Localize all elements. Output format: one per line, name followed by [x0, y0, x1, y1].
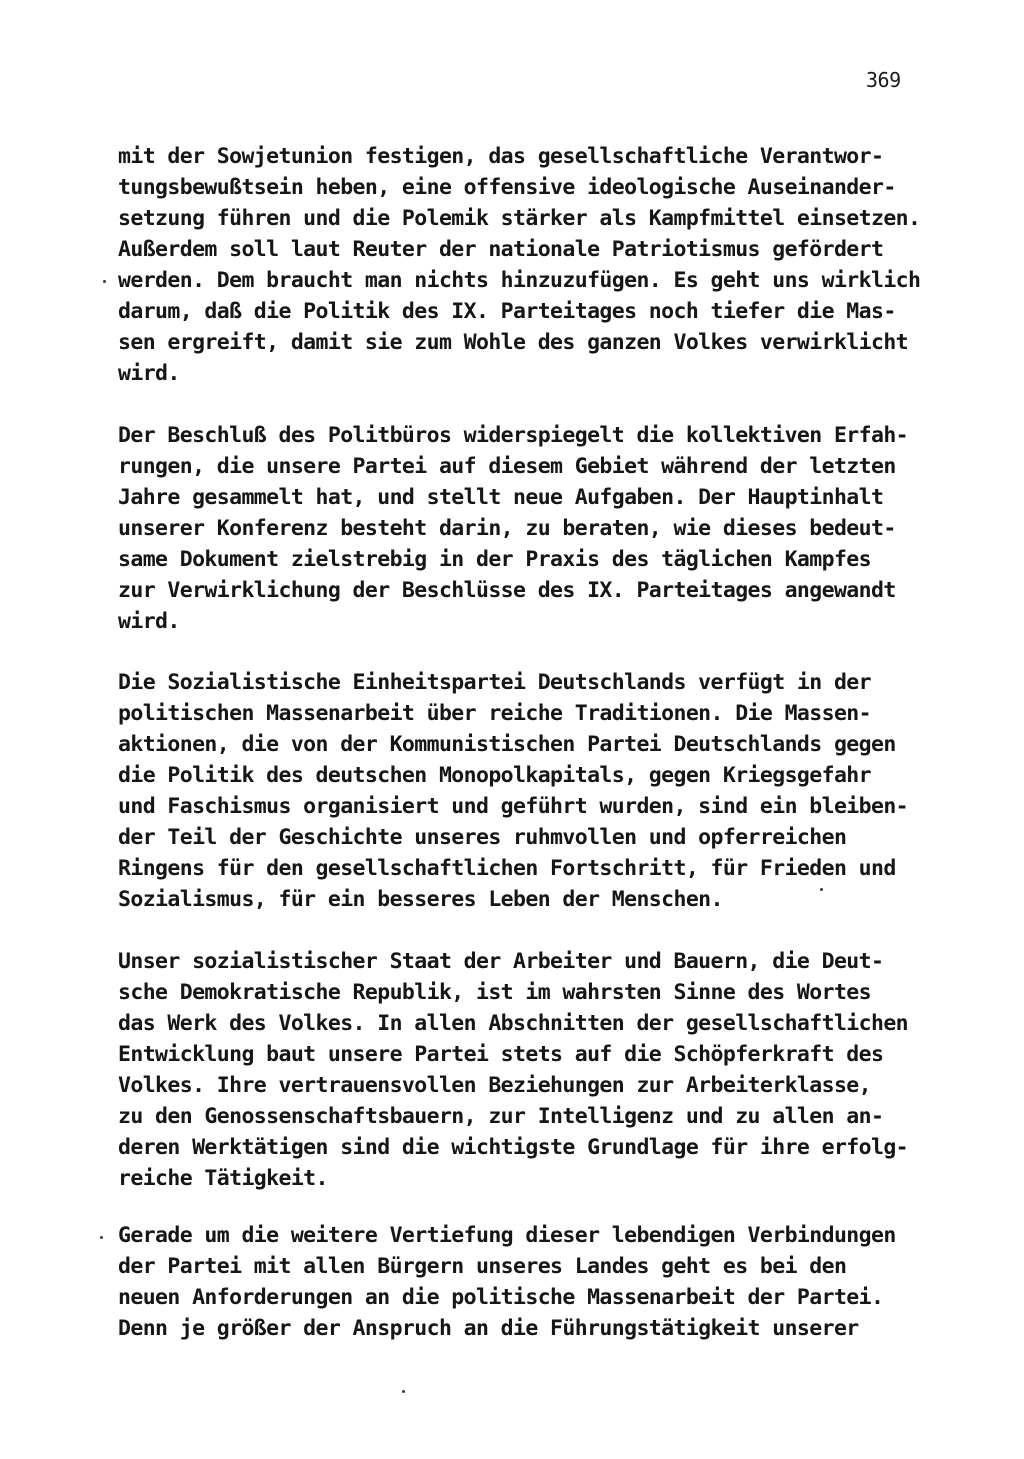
scan-speck: [402, 1390, 405, 1393]
text-line: der Teil der Geschichte unseres ruhmvollen und opferreichen: [118, 825, 847, 850]
scan-speck: [103, 280, 106, 283]
text-line: das Werk des Volkes. In allen Abschnitten der gesellschaftlichen: [118, 1011, 909, 1036]
text-line: sche Demokratische Republik, ist im wahrsten Sinne des Wortes: [118, 980, 871, 1005]
text-line: tungsbewußtsein heben, eine offensive ideologische Auseinander-: [118, 175, 896, 200]
text-line: Unser sozialistischer Staat der Arbeiter und Bauern, die Deut-: [118, 949, 884, 974]
text-line: reiche Tätigkeit.: [118, 1166, 328, 1191]
text-line: neuen Anforderungen an die politische Massenarbeit der Partei.: [118, 1285, 884, 1310]
text-line: politischen Massenarbeit über reiche Traditionen. Die Massen-: [118, 701, 871, 726]
text-line: zur Verwirklichung der Beschlüsse des IX. Parteitages angewandt: [118, 578, 896, 603]
text-line: darum, daß die Politik des IX. Parteitages noch tiefer die Mas-: [118, 299, 896, 324]
text-line: und Faschismus organisiert und geführt wurden, sind ein bleiben-: [118, 794, 909, 819]
text-line: Der Beschluß des Politbüros widerspiegelt die kollektiven Erfah-: [118, 423, 909, 448]
text-line: Außerdem soll laut Reuter der nationale Patriotismus gefördert: [118, 237, 884, 262]
text-line: sen ergreift, damit sie zum Wohle des ganzen Volkes verwirklicht: [118, 330, 909, 355]
text-line: Ringens für den gesellschaftlichen Fortschritt, für Frieden und: [118, 856, 896, 881]
text-line: same Dokument zielstrebig in der Praxis des täglichen Kampfes: [118, 547, 871, 572]
text-line: Volkes. Ihre vertrauensvollen Beziehungen zur Arbeiterklasse,: [118, 1073, 871, 1098]
text-line: mit der Sowjetunion festigen, das gesellschaftliche Verantwor-: [118, 144, 884, 169]
text-line: unserer Konferenz besteht darin, zu beraten, wie dieses bedeut-: [118, 516, 896, 541]
text-line: rungen, die unsere Partei auf diesem Gebiet während der letzten: [118, 454, 896, 479]
scan-speck: [100, 1236, 103, 1239]
text-line: zu den Genossenschaftsbauern, zur Intelligenz und zu allen an-: [118, 1104, 884, 1129]
scan-speck: [820, 888, 823, 891]
text-line: wird.: [118, 361, 180, 386]
text-line: deren Werktätigen sind die wichtigste Grundlage für ihre erfolg-: [118, 1135, 909, 1160]
text-line: Gerade um die weitere Vertiefung dieser lebendigen Verbindungen: [118, 1223, 896, 1248]
text-line: setzung führen und die Polemik stärker als Kampfmittel einsetzen.: [118, 206, 921, 231]
text-line: wird.: [118, 609, 180, 634]
text-line: die Politik des deutschen Monopolkapitals, gegen Kriegsgefahr: [118, 763, 871, 788]
text-line: werden. Dem braucht man nichts hinzuzufügen. Es geht uns wirklich: [118, 268, 921, 293]
text-line: Denn je größer der Anspruch an die Führungstätigkeit unserer: [118, 1316, 859, 1341]
text-line: aktionen, die von der Kommunistischen Partei Deutschlands gegen: [118, 732, 896, 757]
page-number: 369: [866, 68, 901, 92]
text-line: Jahre gesammelt hat, und stellt neue Aufgaben. Der Hauptinhalt: [118, 485, 884, 510]
text-line: Sozialismus, für ein besseres Leben der Menschen.: [118, 887, 723, 912]
text-line: der Partei mit allen Bürgern unseres Landes geht es bei den: [118, 1254, 847, 1279]
text-line: Die Sozialistische Einheitspartei Deutschlands verfügt in der: [118, 670, 871, 695]
text-line: Entwicklung baut unsere Partei stets auf die Schöpferkraft des: [118, 1042, 884, 1067]
